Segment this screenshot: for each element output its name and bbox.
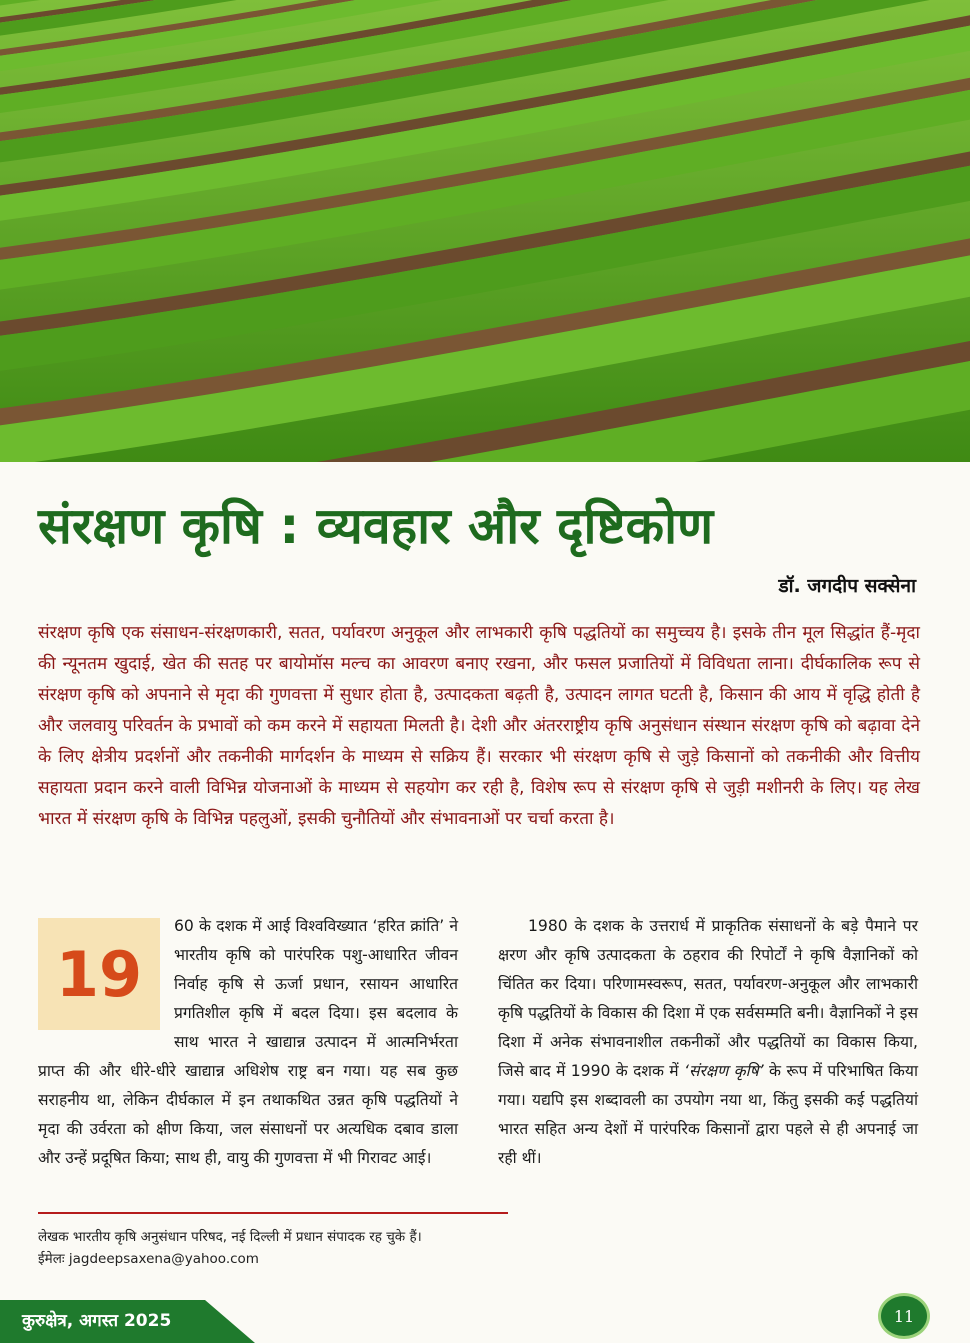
paragraph-left: 60 के दशक में आई विश्वविख्यात ‘हरित क्रांति’ ने भारतीय कृषि को पारंपरिक पशु-आधारित जीवन निर्वाह कृषि से ऊर्जा प्रधान, रसायन आधारित प्रगतिशील कृषि में बदल दिया। इस बदलाव के साथ भारत ने खाद्यान्न उत्पादन में आत्मनिर्भरता प्राप्त की और धीरे-धीरे खाद्यान्न अधिशेष राष्ट्र बन गया। यह सब कुछ सराहनीय था, लेकिन दीर्घकाल में इन तथाकथित उन्नत कृषि पद्धतियों ने मृदा की उर्वरता को क्षीण किया, जल संसाधनों पर अत्यधिक दबाव डाला और उन्हें प्रदूषित किया; साथ ही, वायु की गुणवत्ता में भी गिरावट आई। <box>38 917 458 1167</box>
hero-field-image <box>0 0 970 462</box>
magazine-footer: कुरुक्षेत्र, अगस्त 2025 <box>22 1311 172 1331</box>
footnote-line: लेखक भारतीय कृषि अनुसंधान परिषद, नई दिल्ली में प्रधान संपादक रह चुके हैं। <box>38 1229 422 1245</box>
paragraph-right-part2: के रूप में परिभाषित किया गया। यद्यपि इस शब्दावली का उपयोग नया था, किंतु इसकी कई पद्धतियां भारत सहित अन्य देशों में पारंपरिक किसानों द्वारा पहले से ही अपनाई जा रही थीं। <box>498 1062 918 1167</box>
page-number: 11 <box>878 1293 930 1339</box>
paragraph-right-part1: 1980 के दशक के उत्तरार्ध में प्राकृतिक संसाधनों के बड़े पैमाने पर क्षरण और कृषि उत्पादकता के ठहराव की रिपोर्टों ने कृषि वैज्ञानिकों को चिंतित कर दिया। परिणामस्वरूप, सतत, पर्यावरण-अनुकूल और लाभकारी कृषि पद्धतियों के विकास की दिशा में एक सर्वसम्मति बनी। वैज्ञानिकों ने इस दिशा में अनेक संभावनाशील तकनीकों और पद्धतियों का विकास किया, जिसे बाद में 1990 के दशक में <box>498 917 918 1080</box>
drop-cap: 19 <box>38 918 160 1030</box>
body-column-left <box>38 912 458 1173</box>
paragraph-right <box>498 912 918 1173</box>
author-footnote <box>38 1226 598 1270</box>
author-name: डॉ. जगदीप सक्सेना <box>778 575 916 597</box>
footnote-divider <box>38 1212 508 1214</box>
italic-term: ‘संरक्षण कृषि’ <box>683 1062 764 1080</box>
article-title: संरक्षण कृषि : व्यवहार और दृष्टिकोण <box>38 497 714 555</box>
article-abstract: संरक्षण कृषि एक संसाधन-संरक्षणकारी, सतत, पर्यावरण अनुकूल और लाभकारी कृषि पद्धतियों का समुच्चय है। इसके तीन मूल सिद्धांत हैं-मृदा की न्यूनतम खुदाई, खेत की सतह पर बायोमॉस मल्च का आवरण बनाए रखना, और फसल प्रजातियों में विविधता लाना। दीर्घकालिक रूप से संरक्षण कृषि को अपनाने से मृदा की गुणवत्ता में सुधार होता है, उत्पादकता बढ़ती है, उत्पादन लागत घटती है, किसान की आय में वृद्धि होती है और जलवायु परिवर्तन के प्रभावों को कम करने में सहायता मिलती है। देशी और अंतरराष्ट्रीय कृषि अनुसंधान संस्थान संरक्षण कृषि को बढ़ावा देने के लिए क्षेत्रीय प्रदर्शनों और तकनीकी मार्गदर्शन के माध्यम से सक्रिय हैं। सरकार भी संरक्षण कृषि से जुड़े किसानों को तकनीकी और वित्तीय सहायता प्रदान करने वाली विभिन्न योजनाओं के माध्यम से सहयोग कर रही है, विशेष रूप से संरक्षण कृषि से जुड़ी मशीनरी के लिए। यह लेख भारत में संरक्षण कृषि के विभिन्न पहलुओं, इसकी चुनौतियों और संभावनाओं पर चर्चा करता है। <box>38 623 920 829</box>
footnote-email: ईमेलः jagdeepsaxena@yahoo.com <box>38 1251 259 1267</box>
body-column-right <box>498 912 918 1173</box>
